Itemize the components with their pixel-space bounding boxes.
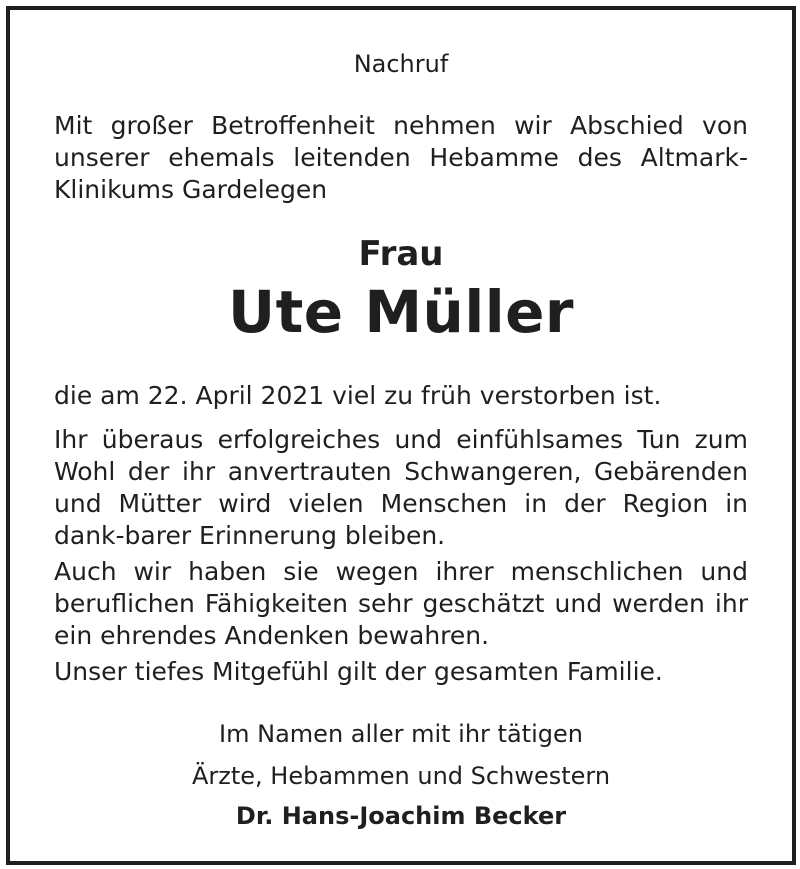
obituary-frame xyxy=(6,6,796,865)
condolence-paragraph: Unser tiefes Mitgefühl gilt der gesamten Familie. xyxy=(54,657,663,686)
obituary-heading: Nachruf xyxy=(353,50,449,78)
intro-paragraph: Mit großer Betroffenheit nehmen wir Abschied von unserer ehemals leitenden Hebamme des Altmark-Klinikums Gardelegen xyxy=(54,111,748,204)
tribute-paragraph: Ihr überaus erfolgreiches und einfühlsames Tun zum Wohl der ihr anvertrauten Schwangeren, Gebärenden und Mütter wird vielen Menschen in der Region in dank-barer Erinnerung bleiben. xyxy=(54,425,748,550)
deceased-name: Ute Müller xyxy=(227,278,575,346)
appreciation-paragraph: Auch wir haben sie wegen ihrer menschlichen und beruflichen Fähigkeiten sehr geschätzt und werden ihr ein ehrendes Andenken bewahren. xyxy=(54,557,748,650)
signature-line-2: Ärzte, Hebammen und Schwestern xyxy=(191,762,611,790)
honorific-title: Frau xyxy=(358,234,444,274)
signature-line-1: Im Namen aller mit ihr tätigen xyxy=(219,720,583,748)
signer-name: Dr. Hans-Joachim Becker xyxy=(235,802,567,830)
death-date-paragraph: die am 22. April 2021 viel zu früh verstorben ist. xyxy=(54,381,662,410)
